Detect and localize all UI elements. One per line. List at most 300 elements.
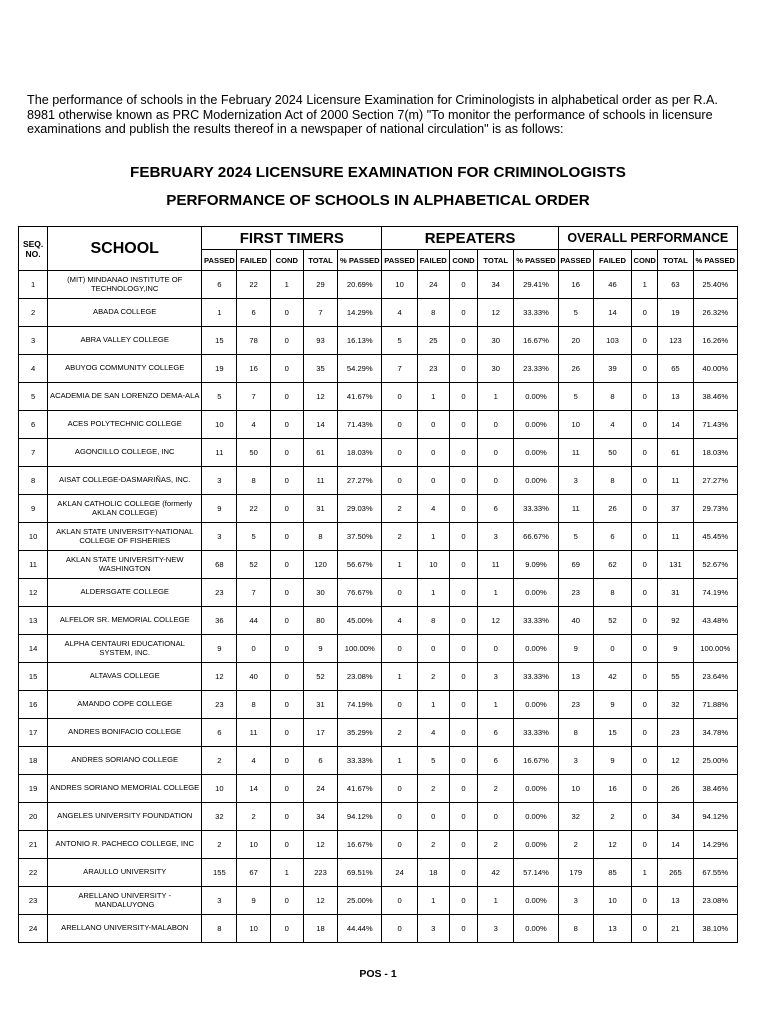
cell-overall-passed: 23 — [558, 579, 593, 607]
cell-first-timers-percent-passed: 54.29% — [338, 355, 382, 383]
performance-table — [18, 226, 738, 943]
cell-seq-no: 11 — [19, 551, 48, 579]
cell-overall-total: 61 — [658, 439, 693, 467]
header-repeaters: REPEATERS — [382, 227, 558, 250]
cell-repeaters-cond: 0 — [449, 747, 477, 775]
cell-repeaters-cond: 0 — [449, 663, 477, 691]
cell-overall-cond: 0 — [632, 299, 658, 327]
cell-repeaters-percent-passed: 9.09% — [514, 551, 558, 579]
cell-repeaters-failed: 0 — [417, 439, 449, 467]
cell-overall-cond: 0 — [632, 579, 658, 607]
cell-first-timers-percent-passed: 94.12% — [338, 803, 382, 831]
cell-first-timers-failed: 7 — [237, 383, 270, 411]
cell-overall-percent-passed: 23.64% — [693, 663, 737, 691]
cell-repeaters-percent-passed: 16.67% — [514, 747, 558, 775]
cell-repeaters-failed: 8 — [417, 607, 449, 635]
cell-seq-no: 7 — [19, 439, 48, 467]
table-row — [19, 719, 738, 747]
cell-first-timers-passed: 9 — [202, 495, 237, 523]
col-header-total: TOTAL — [303, 250, 337, 271]
cell-school-name: ANDRES SORIANO MEMORIAL COLLEGE — [48, 775, 202, 803]
cell-repeaters-cond: 0 — [449, 355, 477, 383]
cell-overall-total: 32 — [658, 691, 693, 719]
cell-first-timers-percent-passed: 23.08% — [338, 663, 382, 691]
cell-repeaters-passed: 0 — [382, 467, 417, 495]
cell-first-timers-percent-passed: 35.29% — [338, 719, 382, 747]
cell-repeaters-total: 30 — [478, 355, 514, 383]
header-seq-no: SEQ. NO. — [19, 227, 48, 271]
cell-seq-no: 6 — [19, 411, 48, 439]
cell-repeaters-cond: 0 — [449, 635, 477, 663]
cell-first-timers-failed: 16 — [237, 355, 270, 383]
table-row — [19, 887, 738, 915]
cell-first-timers-percent-passed: 56.67% — [338, 551, 382, 579]
cell-seq-no: 8 — [19, 467, 48, 495]
cell-overall-percent-passed: 34.78% — [693, 719, 737, 747]
cell-repeaters-cond: 0 — [449, 719, 477, 747]
cell-overall-total: 31 — [658, 579, 693, 607]
col-header-total: TOTAL — [478, 250, 514, 271]
cell-first-timers-total: 34 — [303, 803, 337, 831]
cell-first-timers-cond: 1 — [270, 271, 303, 299]
cell-repeaters-failed: 2 — [417, 775, 449, 803]
cell-first-timers-cond: 0 — [270, 551, 303, 579]
table-row — [19, 327, 738, 355]
cell-overall-total: 19 — [658, 299, 693, 327]
col-header-percent-passed: % PASSED — [514, 250, 558, 271]
cell-repeaters-passed: 1 — [382, 551, 417, 579]
cell-overall-percent-passed: 38.46% — [693, 775, 737, 803]
cell-first-timers-passed: 2 — [202, 747, 237, 775]
cell-seq-no: 2 — [19, 299, 48, 327]
cell-first-timers-total: 29 — [303, 271, 337, 299]
cell-repeaters-failed: 5 — [417, 747, 449, 775]
cell-repeaters-percent-passed: 33.33% — [514, 495, 558, 523]
cell-overall-passed: 5 — [558, 383, 593, 411]
cell-first-timers-percent-passed: 25.00% — [338, 887, 382, 915]
cell-overall-total: 12 — [658, 747, 693, 775]
cell-school-name: AKLAN CATHOLIC COLLEGE (formerly AKLAN COLLEGE) — [48, 495, 202, 523]
cell-repeaters-percent-passed: 66.67% — [514, 523, 558, 551]
cell-repeaters-total: 30 — [478, 327, 514, 355]
cell-repeaters-total: 12 — [478, 299, 514, 327]
cell-repeaters-passed: 0 — [382, 383, 417, 411]
cell-seq-no: 16 — [19, 691, 48, 719]
cell-repeaters-passed: 2 — [382, 495, 417, 523]
cell-overall-total: 14 — [658, 411, 693, 439]
cell-school-name: ACADEMIA DE SAN LORENZO DEMA-ALA — [48, 383, 202, 411]
cell-repeaters-passed: 2 — [382, 523, 417, 551]
cell-repeaters-passed: 0 — [382, 887, 417, 915]
cell-first-timers-percent-passed: 71.43% — [338, 411, 382, 439]
cell-first-timers-failed: 44 — [237, 607, 270, 635]
cell-first-timers-failed: 14 — [237, 775, 270, 803]
cell-overall-passed: 23 — [558, 691, 593, 719]
cell-first-timers-cond: 1 — [270, 859, 303, 887]
cell-repeaters-percent-passed: 0.00% — [514, 467, 558, 495]
cell-repeaters-failed: 23 — [417, 355, 449, 383]
cell-overall-percent-passed: 25.00% — [693, 747, 737, 775]
cell-repeaters-total: 3 — [478, 915, 514, 943]
cell-repeaters-cond: 0 — [449, 691, 477, 719]
cell-overall-percent-passed: 71.88% — [693, 691, 737, 719]
cell-first-timers-cond: 0 — [270, 355, 303, 383]
cell-first-timers-failed: 11 — [237, 719, 270, 747]
cell-repeaters-passed: 5 — [382, 327, 417, 355]
cell-first-timers-cond: 0 — [270, 915, 303, 943]
cell-first-timers-percent-passed: 27.27% — [338, 467, 382, 495]
cell-first-timers-percent-passed: 44.44% — [338, 915, 382, 943]
cell-first-timers-failed: 22 — [237, 495, 270, 523]
cell-overall-percent-passed: 43.48% — [693, 607, 737, 635]
cell-repeaters-percent-passed: 0.00% — [514, 803, 558, 831]
cell-overall-percent-passed: 40.00% — [693, 355, 737, 383]
cell-first-timers-failed: 67 — [237, 859, 270, 887]
col-header-cond: COND — [449, 250, 477, 271]
cell-repeaters-total: 34 — [478, 271, 514, 299]
cell-first-timers-total: 14 — [303, 411, 337, 439]
cell-first-timers-total: 12 — [303, 383, 337, 411]
cell-school-name: ANGELES UNIVERSITY FOUNDATION — [48, 803, 202, 831]
cell-first-timers-percent-passed: 41.67% — [338, 383, 382, 411]
cell-first-timers-passed: 155 — [202, 859, 237, 887]
cell-repeaters-failed: 24 — [417, 271, 449, 299]
cell-first-timers-cond: 0 — [270, 299, 303, 327]
cell-first-timers-passed: 10 — [202, 411, 237, 439]
cell-repeaters-cond: 0 — [449, 887, 477, 915]
cell-overall-total: 63 — [658, 271, 693, 299]
cell-repeaters-total: 1 — [478, 691, 514, 719]
cell-seq-no: 5 — [19, 383, 48, 411]
col-header-cond: COND — [632, 250, 658, 271]
cell-overall-total: 65 — [658, 355, 693, 383]
cell-seq-no: 23 — [19, 887, 48, 915]
cell-overall-cond: 0 — [632, 915, 658, 943]
cell-repeaters-total: 3 — [478, 523, 514, 551]
cell-repeaters-total: 42 — [478, 859, 514, 887]
cell-school-name: ALFELOR SR. MEMORIAL COLLEGE — [48, 607, 202, 635]
cell-overall-passed: 10 — [558, 775, 593, 803]
cell-seq-no: 22 — [19, 859, 48, 887]
cell-overall-percent-passed: 45.45% — [693, 523, 737, 551]
cell-repeaters-percent-passed: 16.67% — [514, 327, 558, 355]
cell-overall-passed: 32 — [558, 803, 593, 831]
cell-school-name: ANDRES BONIFACIO COLLEGE — [48, 719, 202, 747]
cell-overall-cond: 0 — [632, 775, 658, 803]
col-header-passed: PASSED — [558, 250, 593, 271]
cell-repeaters-percent-passed: 0.00% — [514, 411, 558, 439]
cell-first-timers-passed: 19 — [202, 355, 237, 383]
cell-repeaters-failed: 4 — [417, 719, 449, 747]
cell-repeaters-percent-passed: 33.33% — [514, 719, 558, 747]
cell-overall-failed: 13 — [593, 915, 631, 943]
cell-overall-total: 13 — [658, 887, 693, 915]
cell-overall-failed: 103 — [593, 327, 631, 355]
cell-first-timers-passed: 8 — [202, 915, 237, 943]
cell-first-timers-percent-passed: 20.69% — [338, 271, 382, 299]
cell-first-timers-failed: 8 — [237, 691, 270, 719]
cell-overall-total: 92 — [658, 607, 693, 635]
cell-first-timers-cond: 0 — [270, 663, 303, 691]
cell-repeaters-cond: 0 — [449, 411, 477, 439]
cell-repeaters-cond: 0 — [449, 271, 477, 299]
cell-school-name: ALDERSGATE COLLEGE — [48, 579, 202, 607]
cell-school-name: ANDRES SORIANO COLLEGE — [48, 747, 202, 775]
cell-repeaters-cond: 0 — [449, 859, 477, 887]
cell-repeaters-failed: 0 — [417, 803, 449, 831]
cell-repeaters-percent-passed: 33.33% — [514, 299, 558, 327]
cell-overall-passed: 5 — [558, 523, 593, 551]
table-body — [19, 271, 738, 943]
cell-school-name: AGONCILLO COLLEGE, INC — [48, 439, 202, 467]
cell-overall-cond: 0 — [632, 327, 658, 355]
cell-overall-total: 34 — [658, 803, 693, 831]
cell-repeaters-percent-passed: 0.00% — [514, 887, 558, 915]
cell-first-timers-cond: 0 — [270, 747, 303, 775]
cell-first-timers-total: 35 — [303, 355, 337, 383]
cell-first-timers-total: 6 — [303, 747, 337, 775]
cell-repeaters-total: 0 — [478, 635, 514, 663]
col-header-failed: FAILED — [237, 250, 270, 271]
cell-repeaters-passed: 2 — [382, 719, 417, 747]
cell-overall-cond: 1 — [632, 859, 658, 887]
cell-overall-passed: 20 — [558, 327, 593, 355]
table-row — [19, 467, 738, 495]
cell-overall-passed: 40 — [558, 607, 593, 635]
cell-repeaters-total: 3 — [478, 663, 514, 691]
cell-first-timers-cond: 0 — [270, 831, 303, 859]
cell-overall-passed: 3 — [558, 467, 593, 495]
cell-seq-no: 18 — [19, 747, 48, 775]
cell-first-timers-failed: 10 — [237, 831, 270, 859]
cell-first-timers-failed: 8 — [237, 467, 270, 495]
cell-first-timers-cond: 0 — [270, 691, 303, 719]
cell-overall-percent-passed: 38.10% — [693, 915, 737, 943]
cell-repeaters-failed: 2 — [417, 663, 449, 691]
cell-first-timers-passed: 9 — [202, 635, 237, 663]
cell-repeaters-cond: 0 — [449, 915, 477, 943]
cell-first-timers-cond: 0 — [270, 523, 303, 551]
cell-school-name: (MIT) MINDANAO INSTITUTE OF TECHNOLOGY,INC — [48, 271, 202, 299]
cell-repeaters-passed: 0 — [382, 439, 417, 467]
cell-overall-total: 123 — [658, 327, 693, 355]
cell-overall-percent-passed: 29.73% — [693, 495, 737, 523]
cell-repeaters-cond: 0 — [449, 327, 477, 355]
cell-repeaters-percent-passed: 33.33% — [514, 607, 558, 635]
cell-overall-cond: 0 — [632, 607, 658, 635]
cell-repeaters-cond: 0 — [449, 383, 477, 411]
col-header-cond: COND — [270, 250, 303, 271]
cell-overall-cond: 0 — [632, 803, 658, 831]
cell-overall-failed: 85 — [593, 859, 631, 887]
cell-first-timers-passed: 6 — [202, 271, 237, 299]
cell-first-timers-percent-passed: 16.13% — [338, 327, 382, 355]
cell-repeaters-percent-passed: 0.00% — [514, 915, 558, 943]
cell-repeaters-passed: 24 — [382, 859, 417, 887]
cell-repeaters-cond: 0 — [449, 495, 477, 523]
cell-first-timers-passed: 32 — [202, 803, 237, 831]
cell-repeaters-total: 6 — [478, 719, 514, 747]
cell-repeaters-percent-passed: 0.00% — [514, 579, 558, 607]
cell-first-timers-passed: 12 — [202, 663, 237, 691]
cell-overall-total: 11 — [658, 467, 693, 495]
cell-school-name: ALTAVAS COLLEGE — [48, 663, 202, 691]
cell-first-timers-total: 30 — [303, 579, 337, 607]
cell-first-timers-failed: 40 — [237, 663, 270, 691]
cell-repeaters-cond: 0 — [449, 551, 477, 579]
cell-first-timers-failed: 78 — [237, 327, 270, 355]
cell-first-timers-passed: 10 — [202, 775, 237, 803]
col-header-total: TOTAL — [658, 250, 693, 271]
cell-overall-passed: 5 — [558, 299, 593, 327]
table-row — [19, 411, 738, 439]
cell-seq-no: 24 — [19, 915, 48, 943]
cell-overall-failed: 39 — [593, 355, 631, 383]
cell-repeaters-total: 1 — [478, 383, 514, 411]
cell-overall-percent-passed: 94.12% — [693, 803, 737, 831]
table-row — [19, 299, 738, 327]
cell-overall-cond: 0 — [632, 439, 658, 467]
cell-overall-failed: 50 — [593, 439, 631, 467]
cell-school-name: ACES POLYTECHNIC COLLEGE — [48, 411, 202, 439]
cell-overall-total: 9 — [658, 635, 693, 663]
cell-overall-total: 13 — [658, 383, 693, 411]
cell-first-timers-cond: 0 — [270, 607, 303, 635]
cell-overall-failed: 46 — [593, 271, 631, 299]
cell-first-timers-failed: 22 — [237, 271, 270, 299]
cell-overall-percent-passed: 74.19% — [693, 579, 737, 607]
cell-first-timers-cond: 0 — [270, 887, 303, 915]
cell-repeaters-total: 1 — [478, 579, 514, 607]
cell-repeaters-percent-passed: 33.33% — [514, 663, 558, 691]
cell-first-timers-passed: 5 — [202, 383, 237, 411]
cell-repeaters-passed: 0 — [382, 775, 417, 803]
cell-repeaters-percent-passed: 0.00% — [514, 775, 558, 803]
cell-repeaters-percent-passed: 0.00% — [514, 439, 558, 467]
cell-overall-failed: 4 — [593, 411, 631, 439]
cell-first-timers-total: 8 — [303, 523, 337, 551]
cell-repeaters-total: 6 — [478, 495, 514, 523]
cell-first-timers-total: 61 — [303, 439, 337, 467]
header-row-groups — [19, 227, 738, 250]
cell-repeaters-failed: 1 — [417, 383, 449, 411]
cell-repeaters-cond: 0 — [449, 439, 477, 467]
cell-first-timers-total: 12 — [303, 887, 337, 915]
cell-overall-passed: 2 — [558, 831, 593, 859]
cell-repeaters-percent-passed: 57.14% — [514, 859, 558, 887]
cell-seq-no: 17 — [19, 719, 48, 747]
cell-first-timers-passed: 11 — [202, 439, 237, 467]
cell-first-timers-cond: 0 — [270, 635, 303, 663]
cell-first-timers-cond: 0 — [270, 383, 303, 411]
cell-overall-cond: 0 — [632, 383, 658, 411]
cell-school-name: ABRA VALLEY COLLEGE — [48, 327, 202, 355]
cell-overall-passed: 3 — [558, 887, 593, 915]
cell-repeaters-passed: 0 — [382, 635, 417, 663]
cell-overall-cond: 0 — [632, 467, 658, 495]
table-row — [19, 579, 738, 607]
cell-seq-no: 10 — [19, 523, 48, 551]
table-row — [19, 271, 738, 299]
cell-repeaters-cond: 0 — [449, 607, 477, 635]
cell-first-timers-passed: 3 — [202, 887, 237, 915]
cell-repeaters-total: 6 — [478, 747, 514, 775]
cell-overall-passed: 11 — [558, 495, 593, 523]
cell-first-timers-failed: 50 — [237, 439, 270, 467]
cell-repeaters-failed: 2 — [417, 831, 449, 859]
cell-first-timers-percent-passed: 76.67% — [338, 579, 382, 607]
cell-school-name: ANTONIO R. PACHECO COLLEGE, INC — [48, 831, 202, 859]
cell-overall-total: 265 — [658, 859, 693, 887]
cell-first-timers-passed: 3 — [202, 523, 237, 551]
cell-first-timers-passed: 3 — [202, 467, 237, 495]
table-row — [19, 803, 738, 831]
table-row — [19, 607, 738, 635]
cell-overall-percent-passed: 71.43% — [693, 411, 737, 439]
cell-seq-no: 21 — [19, 831, 48, 859]
cell-overall-failed: 8 — [593, 467, 631, 495]
cell-first-timers-percent-passed: 69.51% — [338, 859, 382, 887]
cell-repeaters-cond: 0 — [449, 467, 477, 495]
cell-repeaters-total: 0 — [478, 467, 514, 495]
cell-repeaters-failed: 1 — [417, 579, 449, 607]
cell-overall-percent-passed: 67.55% — [693, 859, 737, 887]
cell-first-timers-failed: 52 — [237, 551, 270, 579]
page-number: POS - 1 — [359, 968, 397, 980]
cell-repeaters-total: 0 — [478, 803, 514, 831]
cell-repeaters-cond: 0 — [449, 831, 477, 859]
cell-repeaters-failed: 4 — [417, 495, 449, 523]
cell-first-timers-total: 11 — [303, 467, 337, 495]
cell-first-timers-passed: 36 — [202, 607, 237, 635]
cell-seq-no: 1 — [19, 271, 48, 299]
cell-overall-percent-passed: 38.46% — [693, 383, 737, 411]
cell-overall-percent-passed: 100.00% — [693, 635, 737, 663]
cell-overall-passed: 69 — [558, 551, 593, 579]
table-row — [19, 495, 738, 523]
cell-overall-total: 11 — [658, 523, 693, 551]
header-overall-performance: OVERALL PERFORMANCE — [558, 227, 737, 250]
col-header-failed: FAILED — [417, 250, 449, 271]
table-row — [19, 635, 738, 663]
cell-repeaters-passed: 1 — [382, 663, 417, 691]
cell-overall-failed: 52 — [593, 607, 631, 635]
cell-overall-failed: 9 — [593, 691, 631, 719]
cell-seq-no: 20 — [19, 803, 48, 831]
cell-school-name: AISAT COLLEGE-DASMARIÑAS, INC. — [48, 467, 202, 495]
cell-first-timers-percent-passed: 45.00% — [338, 607, 382, 635]
cell-repeaters-failed: 25 — [417, 327, 449, 355]
cell-overall-cond: 0 — [632, 691, 658, 719]
cell-school-name: ARELLANO UNIVERSITY - MANDALUYONG — [48, 887, 202, 915]
cell-repeaters-total: 1 — [478, 887, 514, 915]
cell-overall-failed: 26 — [593, 495, 631, 523]
cell-overall-percent-passed: 52.67% — [693, 551, 737, 579]
cell-repeaters-percent-passed: 29.41% — [514, 271, 558, 299]
cell-repeaters-passed: 4 — [382, 607, 417, 635]
cell-first-timers-passed: 23 — [202, 691, 237, 719]
cell-overall-cond: 0 — [632, 523, 658, 551]
cell-first-timers-failed: 4 — [237, 747, 270, 775]
cell-repeaters-failed: 8 — [417, 299, 449, 327]
cell-repeaters-cond: 0 — [449, 299, 477, 327]
cell-overall-failed: 8 — [593, 579, 631, 607]
cell-overall-total: 21 — [658, 915, 693, 943]
cell-repeaters-percent-passed: 0.00% — [514, 831, 558, 859]
cell-overall-cond: 0 — [632, 719, 658, 747]
cell-first-timers-failed: 2 — [237, 803, 270, 831]
cell-repeaters-percent-passed: 23.33% — [514, 355, 558, 383]
